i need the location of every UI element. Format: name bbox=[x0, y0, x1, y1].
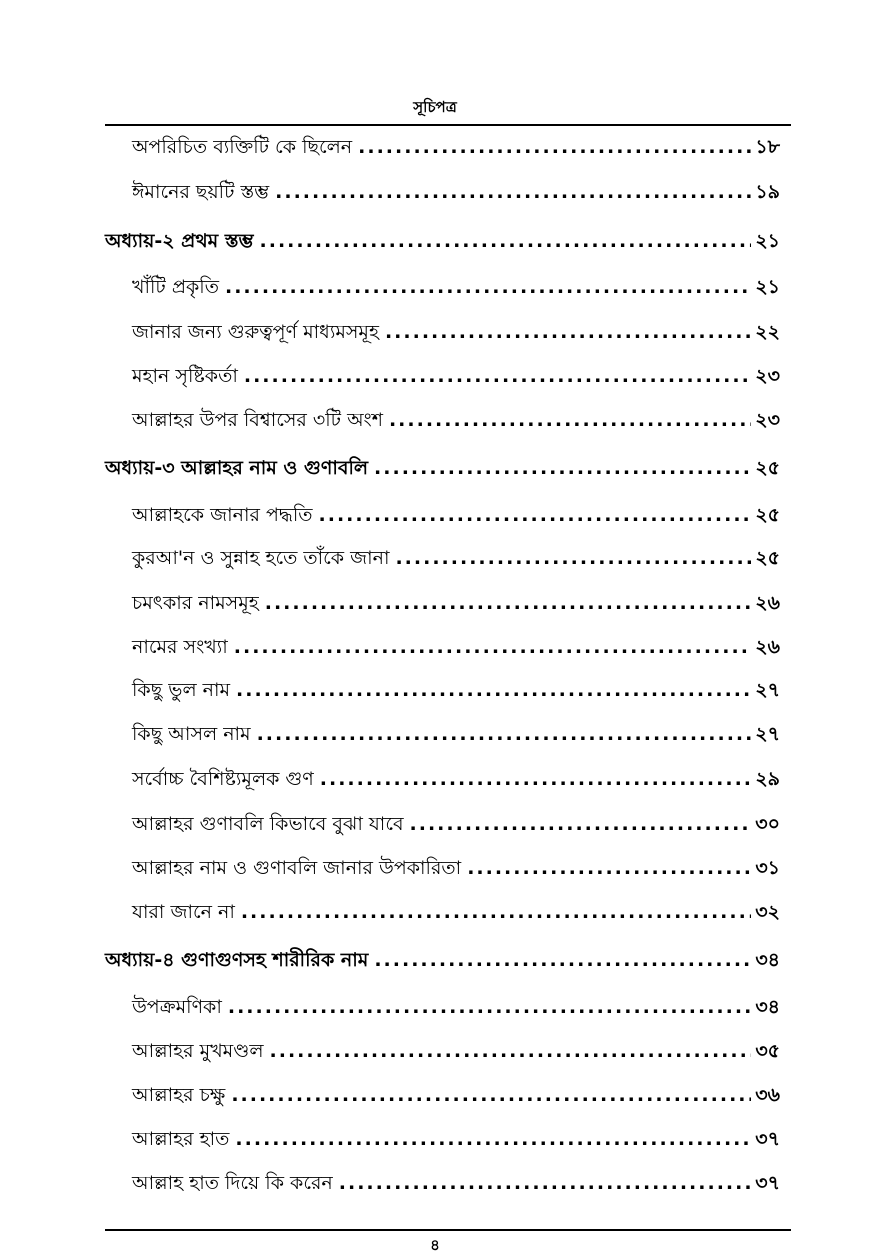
toc-entry[interactable] bbox=[132, 1036, 780, 1066]
toc-entry[interactable] bbox=[132, 177, 780, 207]
toc-entry[interactable] bbox=[132, 1124, 780, 1154]
toc-entry-page: ৩৫ bbox=[755, 1040, 780, 1062]
toc-entry-title: আল্লাহর হাত bbox=[132, 1128, 230, 1150]
toc-entry-title: আল্লাহর উপর বিশ্বাসের ৩টি অংশ bbox=[132, 409, 383, 431]
toc-entry-page: ৩১ bbox=[755, 857, 780, 879]
toc-entry-title: মহান সৃষ্টিকর্তা bbox=[132, 365, 238, 387]
toc-entry-page: ২৫ bbox=[755, 504, 780, 526]
toc-leader-dots bbox=[339, 1168, 752, 1198]
toc-entry-page: ৩২ bbox=[755, 901, 780, 923]
toc-leader-dots bbox=[241, 897, 751, 927]
toc-entry-title: উপক্রমণিকা bbox=[132, 996, 222, 1018]
toc-entry-title: আল্লাহর মুখমণ্ডল bbox=[132, 1040, 264, 1062]
toc-chapter-entry[interactable] bbox=[105, 945, 780, 975]
toc-leader-dots bbox=[270, 1036, 752, 1066]
page-number: ৪ bbox=[430, 1236, 440, 1254]
toc-entry-title: অপরিচিত ব্যক্তিটি কে ছিলেন bbox=[132, 136, 353, 158]
toc-entry-page: ৩৭ bbox=[755, 1172, 780, 1194]
toc-entry[interactable] bbox=[132, 317, 780, 347]
toc-leader-dots bbox=[410, 809, 752, 839]
toc-leader-dots bbox=[374, 453, 751, 483]
toc-leader-dots bbox=[225, 272, 751, 302]
toc-leader-dots bbox=[236, 675, 751, 705]
toc-entry-title: অধ্যায়-২ প্রথম স্তম্ভ bbox=[105, 230, 254, 252]
toc-entry-title: জানার জন্য গুরুত্বপূর্ণ মাধ্যমসমূহ bbox=[132, 321, 379, 343]
toc-chapter-entry[interactable] bbox=[105, 453, 780, 483]
toc-entry[interactable] bbox=[132, 500, 780, 530]
toc-leader-dots bbox=[389, 405, 751, 435]
toc-entry[interactable] bbox=[132, 992, 780, 1022]
toc-entry-page: ৩৭ bbox=[755, 1128, 780, 1150]
toc-entry[interactable] bbox=[132, 1168, 780, 1198]
toc-entry-title: অধ্যায়-৩ আল্লাহর নাম ও গুণাবলি bbox=[105, 457, 369, 479]
toc-entry-page: ৩৪ bbox=[755, 949, 780, 971]
toc-entry-page: ২৭ bbox=[755, 723, 780, 745]
toc-entry-title: সর্বোচ্চ বৈশিষ্ট্যমূলক গুণ bbox=[132, 768, 314, 790]
toc-entry-title: আল্লাহর চক্ষু bbox=[132, 1084, 226, 1106]
toc-leader-dots bbox=[244, 361, 751, 391]
toc-entry[interactable] bbox=[132, 543, 780, 573]
toc-entry-title: চমৎকার নামসমূহ bbox=[132, 592, 259, 614]
toc-entry-page: ২৬ bbox=[755, 592, 780, 614]
toc-entry-page: ৩৪ bbox=[755, 996, 780, 1018]
toc-leader-dots bbox=[467, 853, 751, 883]
toc-entry-page: ২৩ bbox=[755, 409, 780, 431]
toc-entry-title: আল্লাহর নাম ও গুণাবলি জানার উপকারিতা bbox=[132, 857, 462, 879]
toc-entry-title: কুরআ'ন ও সুন্নাহ হতে তাঁকে জানা bbox=[132, 547, 390, 569]
toc-leader-dots bbox=[358, 132, 751, 162]
toc-entry-title: নামের সংখ্যা bbox=[132, 636, 228, 658]
toc-entry[interactable] bbox=[132, 809, 780, 839]
toc-leader-dots bbox=[320, 764, 752, 794]
toc-entry[interactable] bbox=[132, 405, 780, 435]
toc-entry[interactable] bbox=[132, 588, 780, 618]
toc-entry-title: যারা জানে না bbox=[132, 901, 235, 923]
header-rule bbox=[105, 124, 791, 126]
toc-leader-dots bbox=[235, 1124, 751, 1154]
toc-entry[interactable] bbox=[132, 764, 780, 794]
toc-entry-title: কিছু আসল নাম bbox=[132, 723, 251, 745]
toc-entry[interactable] bbox=[132, 1080, 780, 1110]
toc-entry[interactable] bbox=[132, 897, 780, 927]
toc-entry-title: কিছু ভুল নাম bbox=[132, 679, 231, 701]
toc-chapter-entry[interactable] bbox=[105, 226, 780, 256]
toc-leader-dots bbox=[257, 719, 752, 749]
toc-entry-page: ২৫ bbox=[755, 547, 780, 569]
toc-entry-page: ২৭ bbox=[755, 679, 780, 701]
toc-entry-title: অধ্যায়-৪ গুণাগুণসহ শারীরিক নাম bbox=[105, 949, 369, 971]
toc-entry-page: ১৮ bbox=[755, 136, 780, 158]
toc-entry-page: ২১ bbox=[755, 276, 780, 298]
toc-leader-dots bbox=[385, 317, 751, 347]
toc-entry-page: ২১ bbox=[755, 230, 780, 252]
toc-entry[interactable] bbox=[132, 719, 780, 749]
page-header-title: সূচিপত্র bbox=[413, 98, 457, 116]
toc-entry[interactable] bbox=[132, 361, 780, 391]
toc-entry-title: আল্লাহ হাত দিয়ে কি করেন bbox=[132, 1172, 333, 1194]
toc-entry-title: আল্লাহর গুণাবলি কিভাবে বুঝা যাবে bbox=[132, 813, 404, 835]
toc-entry[interactable] bbox=[132, 675, 780, 705]
toc-entry-page: ২৯ bbox=[755, 768, 780, 790]
toc-leader-dots bbox=[234, 632, 752, 662]
toc-entry-page: ৩০ bbox=[755, 813, 780, 835]
toc-leader-dots bbox=[319, 500, 752, 530]
toc-entry-title: খাঁটি প্রকৃতি bbox=[132, 276, 219, 298]
toc-leader-dots bbox=[265, 588, 752, 618]
toc-entry-page: ২৫ bbox=[755, 457, 780, 479]
toc-entry-page: ২৩ bbox=[755, 365, 780, 387]
footer-rule bbox=[105, 1229, 791, 1231]
toc-entry[interactable] bbox=[132, 632, 780, 662]
toc-entry-page: ৩৬ bbox=[755, 1084, 780, 1106]
toc-entry-title: আল্লাহকে জানার পদ্ধতি bbox=[132, 504, 313, 526]
toc-entry-title: ঈমানের ছয়টি স্তম্ভ bbox=[132, 181, 270, 203]
toc-entry-page: ২৬ bbox=[755, 636, 780, 658]
toc-entry[interactable] bbox=[132, 272, 780, 302]
toc-leader-dots bbox=[374, 945, 751, 975]
toc-entry-page: ২২ bbox=[755, 321, 780, 343]
toc-entry[interactable] bbox=[132, 853, 780, 883]
toc-leader-dots bbox=[231, 1080, 751, 1110]
toc-leader-dots bbox=[228, 992, 751, 1022]
toc-entry-page: ১৯ bbox=[755, 181, 780, 203]
toc-leader-dots bbox=[260, 226, 752, 256]
toc-leader-dots bbox=[395, 543, 751, 573]
toc-leader-dots bbox=[275, 177, 751, 207]
toc-entry[interactable] bbox=[132, 132, 780, 162]
